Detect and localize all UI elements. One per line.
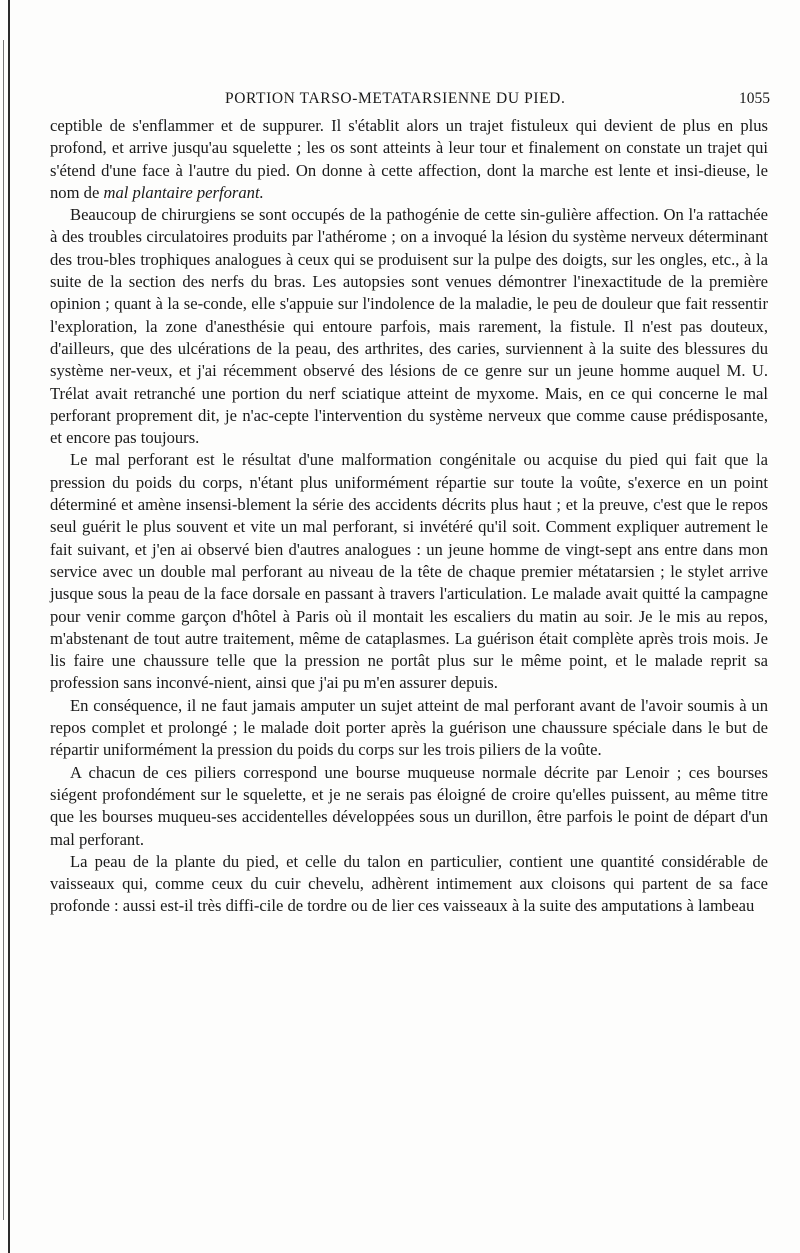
running-title: PORTION TARSO-METATARSIENNE DU PIED.	[225, 90, 566, 107]
running-header	[225, 90, 770, 110]
paragraph-3: Le mal perforant est le résultat d'une malformation congénitale ou acquise du pied qui fait que la pression du poids du corps, n'étant plus uniformément répartie sur toute la voûte, s'exerce en un point déterminé et amène insensi-blement la série des accidents décrits plus haut ; et la preuve, c'est que le repos seul guérit le plus souvent et vite un mal perforant, si invétéré qu'il soit. Comment expliquer autrement le fait suivant, et j'en ai observé bien d'autres analogues : un jeune homme de vingt-sept ans entre dans mon service avec un double mal perforant au niveau de la tête de chaque premier métatarsien ; le stylet arrive jusque sous la peau de la face dorsale en passant à travers l'articulation. Le malade avait quitté la campagne pour venir comme garçon d'hôtel à Paris où il montait les escaliers du matin au soir. Je le mis au repos, m'abstenant de tout autre traitement, même de cataplasmes. La guérison était complète après trois mois. Je lis faire une chaussure telle que la pression ne portât plus sur le même point, et le malade reprit sa profession sans inconvé-nient, ainsi que j'ai pu m'en assurer depuis.	[50, 450, 768, 693]
paragraph-6: La peau de la plante du pied, et celle du talon en particulier, contient une quantité considérable de vaisseaux qui, comme ceux du cuir chevelu, adhèrent intimement aux cloisons qui partent de sa face profonde : aussi est-il très diffi-cile de tordre ou de lier ces vaisseaux à la suite des amputations à lambeau	[50, 851, 768, 916]
body-text	[50, 115, 768, 918]
page-number: 1055	[739, 90, 770, 107]
page-edge-rule	[8, 0, 10, 1253]
page-edge-rule-inner	[3, 40, 4, 1220]
paragraph-4: En conséquence, il ne faut jamais amputer un sujet atteint de mal perforant avant de l'avoir soumis à un repos complet et prolongé ; le malade doit porter après la guérison une chaussure spéciale dans le but de répartir uniformément la pression du poids du corps sur les trois piliers de la voûte.	[50, 695, 768, 760]
paragraph-1-text: ceptible de s'enflammer et de suppurer. Il s'établit alors un trajet fistuleux qui devient de plus en plus profond, et arrive jusqu'au squelette ; les os sont atteints à leur tour et finalement on constate un trajet qui s'étend d'une face à l'autre du pied. On donne à cette affection, dont la marche est lente et insi-dieuse, le nom de	[50, 116, 768, 202]
paragraph-1	[50, 115, 768, 204]
paragraph-2: Beaucoup de chirurgiens se sont occupés de la pathogénie de cette sin-gulière affection. On l'a rattachée à des troubles circulatoires produits par l'athérome ; on a invoqué la lésion du système nerveux déterminant des trou-bles trophiques analogues à ceux qui se produisent sur la pulpe des doigts, sur les ongles, etc., à la suite de la section des nerfs du bras. Les autopsies sont venues démontrer l'inexactitude de la première opinion ; quant à la se-conde, elle s'appuie sur l'indolence de la maladie, le peu de douleur que fait ressentir l'exploration, la zone d'anesthésie qui entoure parfois, mais rarement, la fistule. Il n'est pas douteux, d'ailleurs, que des ulcérations de la peau, des arthrites, des caries, surviennent à la suite des blessures du système ner-veux, et j'ai récemment observé des lésions de ce genre sur un jeune homme auquel M. U. Trélat avait retranché une portion du nerf sciatique atteint de myxome. Mais, en ce qui concerne le mal perforant proprement dit, je n'ac-cepte l'intervention du système nerveux que comme cause prédisposante, et encore pas toujours.	[50, 205, 768, 448]
emphasized-term: mal plantaire perforant.	[103, 182, 264, 202]
paragraph-5: A chacun de ces piliers correspond une bourse muqueuse normale décrite par Lenoir ; ces bourses siégent profondément sur le squelette, et je ne serais pas éloigné de croire qu'elles puissent, au même titre que les bourses muqueu-ses accidentelles développées sous un durillon, être parfois le point de départ d'un mal perforant.	[50, 762, 768, 849]
